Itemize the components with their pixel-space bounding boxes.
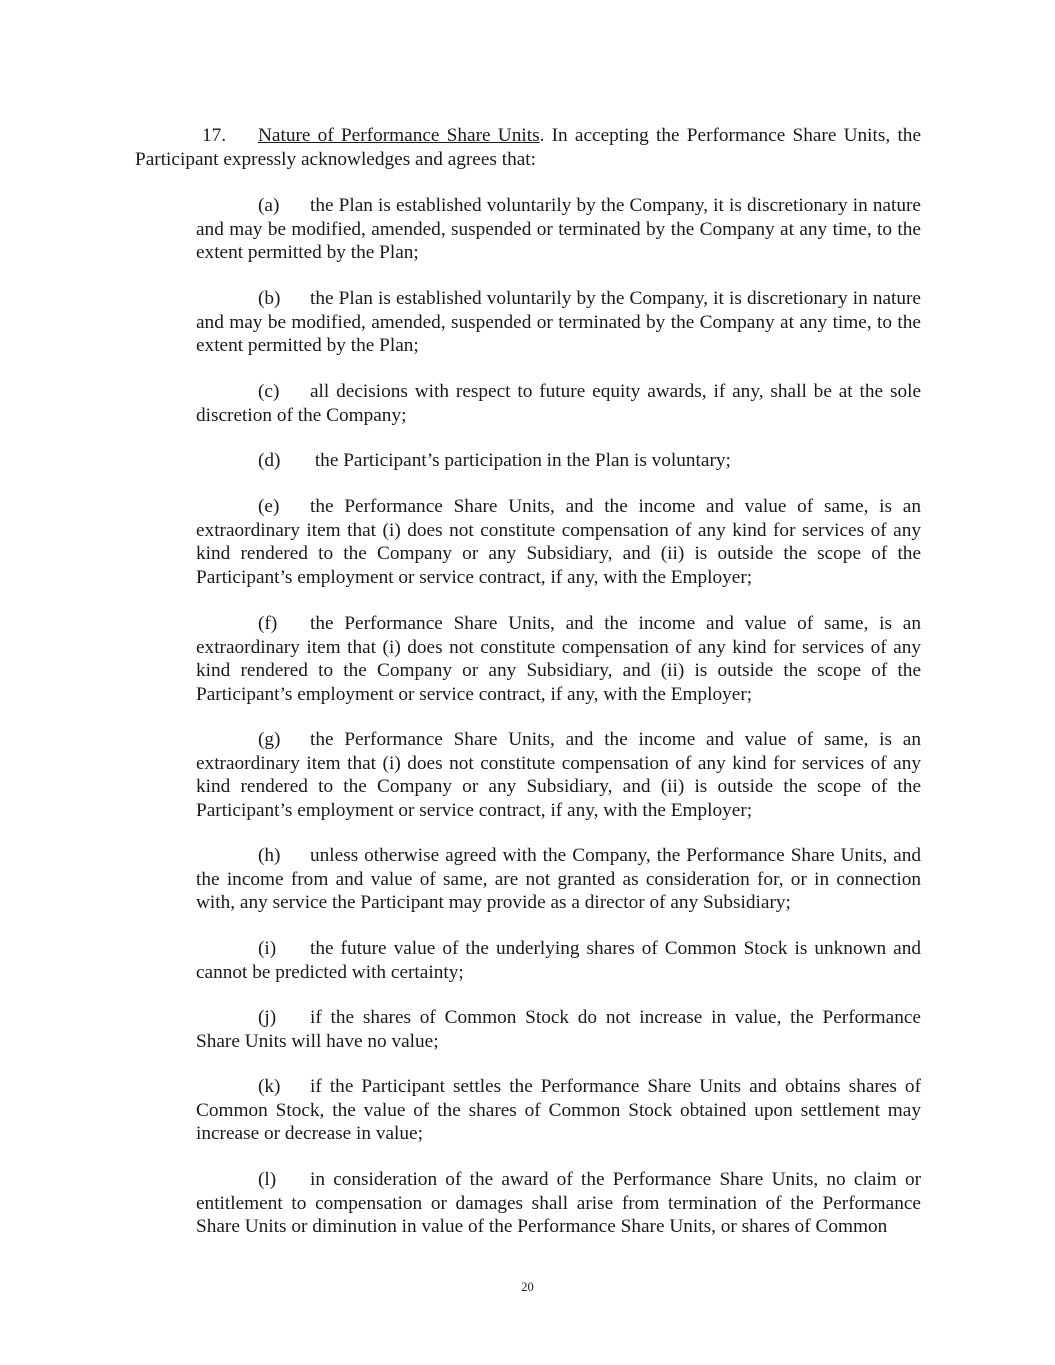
- item-text: the future value of the underlying shares of Common Stock is unknown and cannot be predicted with certainty;: [196, 938, 921, 983]
- item-label: (i): [258, 938, 277, 959]
- item-label: (b): [258, 288, 281, 309]
- section-17-paragraph: [135, 124, 921, 171]
- item-text: unless otherwise agreed with the Company, the Performance Share Units, and the income from and value of same, are not granted as consideration for, or in connection with, any service the Participant may provide as a director of any Subsidiary;: [196, 845, 921, 913]
- item-text: the Plan is established voluntarily by the Company, it is discretionary in nature and may be modified, amended, suspended or terminated by the Company at any time, to the extent permitted by the Plan;: [196, 195, 921, 263]
- list-item-h: [196, 844, 921, 915]
- item-label: (l): [258, 1169, 277, 1190]
- item-text: the Performance Share Units, and the income and value of same, is an extraordinary item that (i) does not constitute compensation of any kind for services of any kind rendered to the Company or any Subsidiary, and (ii) is outside the scope of the Participant’s employment or service contract, if any, with the Employer;: [196, 496, 921, 588]
- item-label: (j): [258, 1007, 277, 1028]
- list-item-c: [196, 380, 921, 427]
- item-label: (a): [258, 195, 280, 216]
- list-item-j: [196, 1006, 921, 1053]
- list-item-g: [196, 728, 921, 822]
- list-item-k: [196, 1075, 921, 1146]
- list-item-l: [196, 1168, 921, 1239]
- item-text: the Performance Share Units, and the income and value of same, is an extraordinary item that (i) does not constitute compensation of any kind for services of any kind rendered to the Company or any Subsidiary, and (ii) is outside the scope of the Participant’s employment or service contract, if any, with the Employer;: [196, 613, 921, 705]
- item-text: the Plan is established voluntarily by the Company, it is discretionary in nature and may be modified, amended, suspended or terminated by the Company at any time, to the extent permitted by the Plan;: [196, 288, 921, 356]
- item-label: (k): [258, 1076, 281, 1097]
- section-intro: . In accepting the Performance Share Units, the Participant expressly acknowledges and agrees that:: [135, 125, 921, 170]
- list-item-f: [196, 612, 921, 706]
- item-text: all decisions with respect to future equity awards, if any, shall be at the sole discretion of the Company;: [196, 381, 921, 426]
- item-text: in consideration of the award of the Performance Share Units, no claim or entitlement to compensation or damages shall arise from termination of the Performance Share Units or diminution in value of the Performance Share Units, or shares of Common: [196, 1169, 921, 1237]
- item-text: if the Participant settles the Performance Share Units and obtains shares of Common Stock, the value of the shares of Common Stock obtained upon settlement may increase or decrease in value;: [196, 1076, 921, 1144]
- item-label: (d): [258, 450, 281, 471]
- section-title: Nature of Performance Share Units: [258, 125, 540, 146]
- list-item-d: [196, 449, 921, 473]
- item-label: (g): [258, 729, 281, 750]
- page-number: 20: [521, 1280, 534, 1294]
- item-text: if the shares of Common Stock do not increase in value, the Performance Share Units will have no value;: [196, 1007, 921, 1052]
- item-text: the Participant’s participation in the Plan is voluntary;: [310, 450, 731, 471]
- item-label: (e): [258, 496, 280, 517]
- section-number: 17.: [202, 125, 227, 146]
- list-item-b: [196, 287, 921, 358]
- item-label: (f): [258, 613, 278, 634]
- list-item-e: [196, 495, 921, 589]
- item-text: the Performance Share Units, and the income and value of same, is an extraordinary item that (i) does not constitute compensation of any kind for services of any kind rendered to the Company or any Subsidiary, and (ii) is outside the scope of the Participant’s employment or service contract, if any, with the Employer;: [196, 729, 921, 821]
- list-item-i: [196, 937, 921, 984]
- item-label: (h): [258, 845, 281, 866]
- item-label: (c): [258, 381, 280, 402]
- list-item-a: [196, 194, 921, 265]
